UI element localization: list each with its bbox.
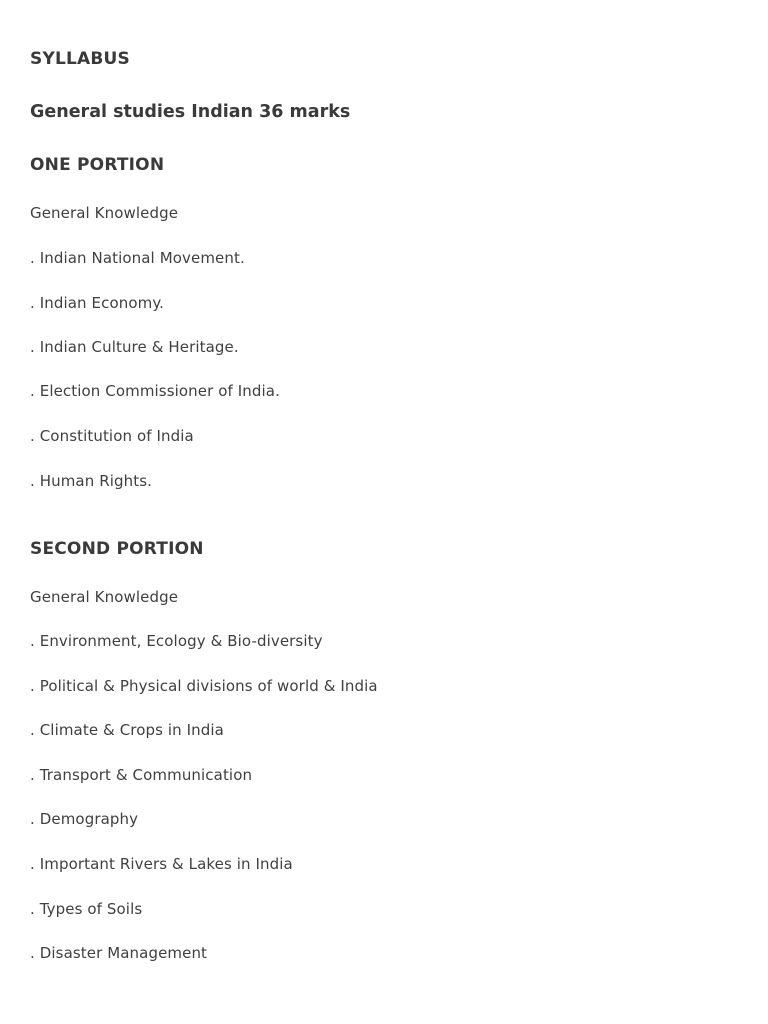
list-item: . Disaster Management [30,944,208,962]
list-item: . Types of Soils [30,900,143,918]
list-item: . Transport & Communication [30,766,253,784]
section-intro: General Knowledge [30,204,179,222]
list-item: . Climate & Crops in India [30,721,224,739]
list-item: . Environment, Ecology & Bio-diversity [30,632,323,650]
section-intro: General Knowledge [30,588,179,606]
list-item: . Demography [30,810,139,828]
page-subtitle: General studies Indian 36 marks [30,102,351,122]
list-item: . Constitution of India [30,427,194,445]
list-item: . Indian Culture & Heritage. [30,338,239,356]
list-item: . Indian National Movement. [30,249,245,267]
list-item: . Indian Economy. [30,294,165,312]
list-item: . Election Commissioner of India. [30,382,280,400]
list-item: . Important Rivers & Lakes in India [30,855,293,873]
list-item: . Political & Physical divisions of world & India [30,677,378,695]
page-heading: SYLLABUS [30,49,130,69]
section-title-second-portion: SECOND PORTION [30,539,204,559]
list-item: . Human Rights. [30,472,152,490]
section-title-one-portion: ONE PORTION [30,155,165,175]
